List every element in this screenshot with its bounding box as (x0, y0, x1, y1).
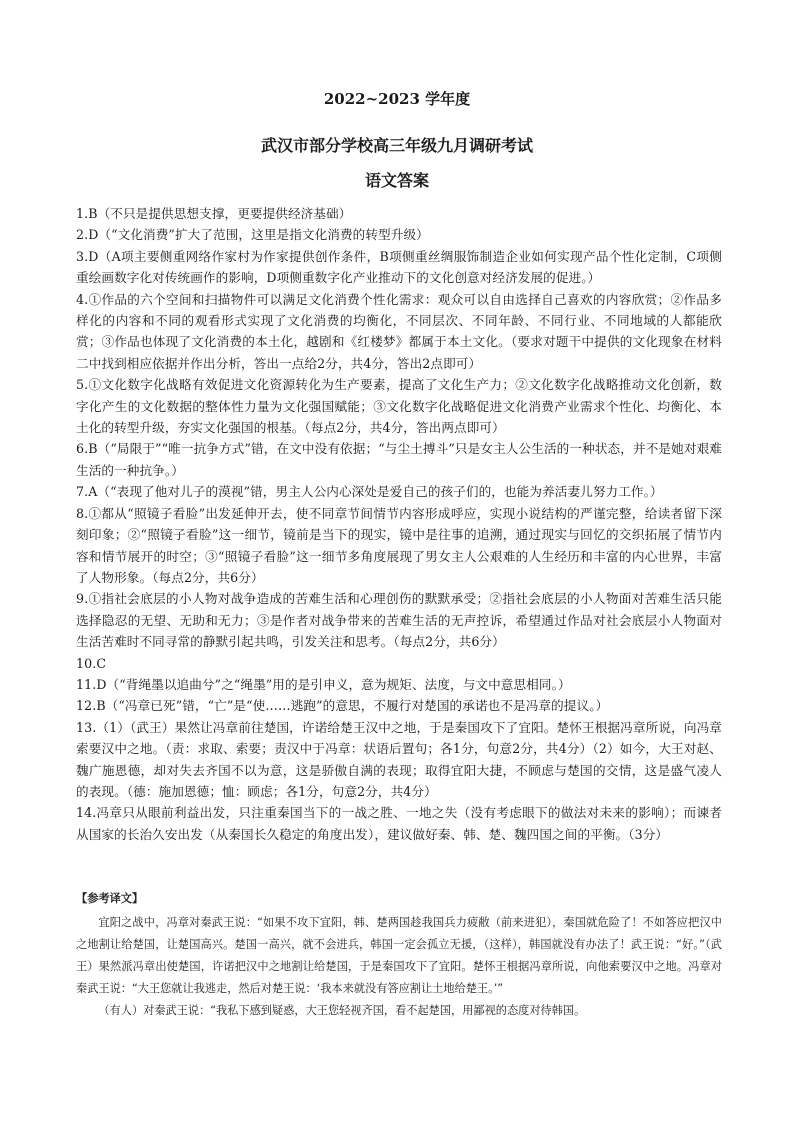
reference-paragraph: 宜阳之战中，冯章对秦武王说：“如果不攻下宜阳，韩、楚两国趁我国兵力疲敝（前来进犯），秦国就危险了！不如答应把汉中之地割让给楚国，让楚国高兴。楚国一高兴，就不会进兵，韩国一定会孤立无援，（这样），韩国就没有办法了！武王说：“好。”（武王）果然派冯章出使楚国，许诺把汉中之地割让给楚国，于是秦国攻下了宜阳。楚怀王根据冯章所说，向他索要汉中之地。冯章对秦武王说：“大王您就让我逃走，然后对楚王说：‘我本来就没有答应割让土地给楚王。’” (76, 916, 722, 995)
answer-list (76, 203, 722, 845)
answer-key-title: 语文答案 (364, 171, 429, 190)
school-year-title: 2022~2023 学年度 (323, 90, 471, 108)
answer-item: 5.①文化数字化战略有效促进文化资源转化为生产要素，提高了文化生产力；②文化数字化战略推动文化创新，数字化产生的文化数据的整体性力量为文化强国赋能；③文化数字化战略促进文化消费产业需求个性化、均衡化、本土化的转型升级，夯实文化强国的根基。（每点2分，共4分，答出两点即可） (76, 377, 722, 436)
answer-item: 8.①都从“照镜子看脸”出发延伸开去，使不同章节间情节内容形成呼应，实现小说结构的严谨完整，给读者留下深刻印象；②“照镜子看脸”这一细节，镜前是当下的现实，镜中是往事的追溯，通过现实与回忆的交织拓展了情节内容和情节展开的时空；③“照镜子看脸”这一细节多角度展现了男女主人公艰难的人生经历和丰富的内心世界，丰富了人物形象。（每点2分，共6分） (76, 505, 722, 585)
answer-item: 14.冯章只从眼前利益出发，只注重秦国当下的一战之胜、一地之失（没有考虑眼下的做法对未来的影响）；而谏者从国家的长治久安出发（从秦国长久稳定的角度出发），建议做好秦、韩、楚、魏四国之间的平衡。（3分） (76, 805, 722, 842)
answer-item: 13.（1）（武王）果然让冯章前往楚国，许诺给楚王汉中之地，于是秦国攻下了宜阳。楚怀王根据冯章所说，向冯章索要汉中之地。（责：求取、索要；责汉中于冯章：状语后置句；各1分，句意2分，共4分）（2）如今，大王对赵、魏广施恩德，却对失去齐国不以为意，这是骄傲自满的表现；取得宜阳大捷，不顾虑与楚国的交情，这是盛气凌人的表现。（德：施加恩德；恤：顾虑；各1分，句意2分，共4分） (76, 719, 722, 799)
answer-item: 3.D（A项主要侧重网络作家村为作家提供创作条件，B项侧重丝绸服饰制造企业如何实现产品个性化定制，C项侧重绘画数字化对传统画作的影响，D项侧重数字化产业推动下的文化创意对经济发展的促进。） (76, 248, 722, 286)
answer-item: 2.D（“文化消费”扩大了范围，这里是指文化消费的转型升级） (76, 227, 429, 243)
answer-item: 4.①作品的六个空间和扫描物件可以满足文化消费个性化需求：观众可以自由选择自己喜欢的内容欣赏；②作品多样化的内容和不同的观看形式实现了文化消费的均衡化，不同层次、不同年龄、不同行业、不同地域的人都能欣赏；③作品也体现了文化消费的本土化，越剧和《红楼梦》都属于本土文化。（要求对题干中提供的文化现象在材料二中找到相应依据并作出分析，答出一点给2分，共4分，答出2点即可） (76, 291, 722, 371)
answer-item: 1.B（不只是提供思想支撑，更要提供经济基础） (76, 206, 352, 221)
answer-item: 9.①指社会底层的小人物对战争造成的苦难生活和心理创伤的默默承受；②指社会底层的小人物面对苦难生活只能选择隐忍的无望、无助和无力；③是作者对战争带来的苦难生活的无声控诉，希望通过作品对社会底层小人物面对生活苦难时不同寻常的静默引起共鸣，引发关注和思考。（每点2分，共6分） (76, 591, 722, 650)
answer-item: 10.C (76, 655, 107, 671)
exam-title: 武汉市部分学校高三年级九月调研考试 (260, 136, 533, 155)
answer-item: 7.A（“表现了他对儿子的漠视”错，男主人公内心深处是爱自己的孩子们的，也能为养活妻儿努力工作。） (76, 484, 663, 500)
answer-item: 6.B（“局限于”“唯一抗争方式”错，在文中没有依据；“与尘土搏斗”只是女主人公生活的一种状态，并不是她对艰难生活的一种抗争。） (76, 441, 722, 478)
answer-item: 11.D（“背绳墨以追曲兮”之“绳墨”用的是引申义，意为规矩、法度，与文中意思相同。） (76, 676, 571, 692)
reference-paragraph: （有人）对秦武王说：“我私下感到疑惑，大王您轻视齐国，看不起楚国，用鄙视的态度对待韩国。 (98, 1004, 586, 1017)
reference-translation (76, 888, 722, 1022)
answer-item: 12.B（“冯章已死”错，“亡”是“使……逃跑”的意思，不履行对楚国的承诺也不是冯章的提议。） (76, 698, 609, 714)
reference-heading: 【参考译文】 (76, 892, 144, 905)
